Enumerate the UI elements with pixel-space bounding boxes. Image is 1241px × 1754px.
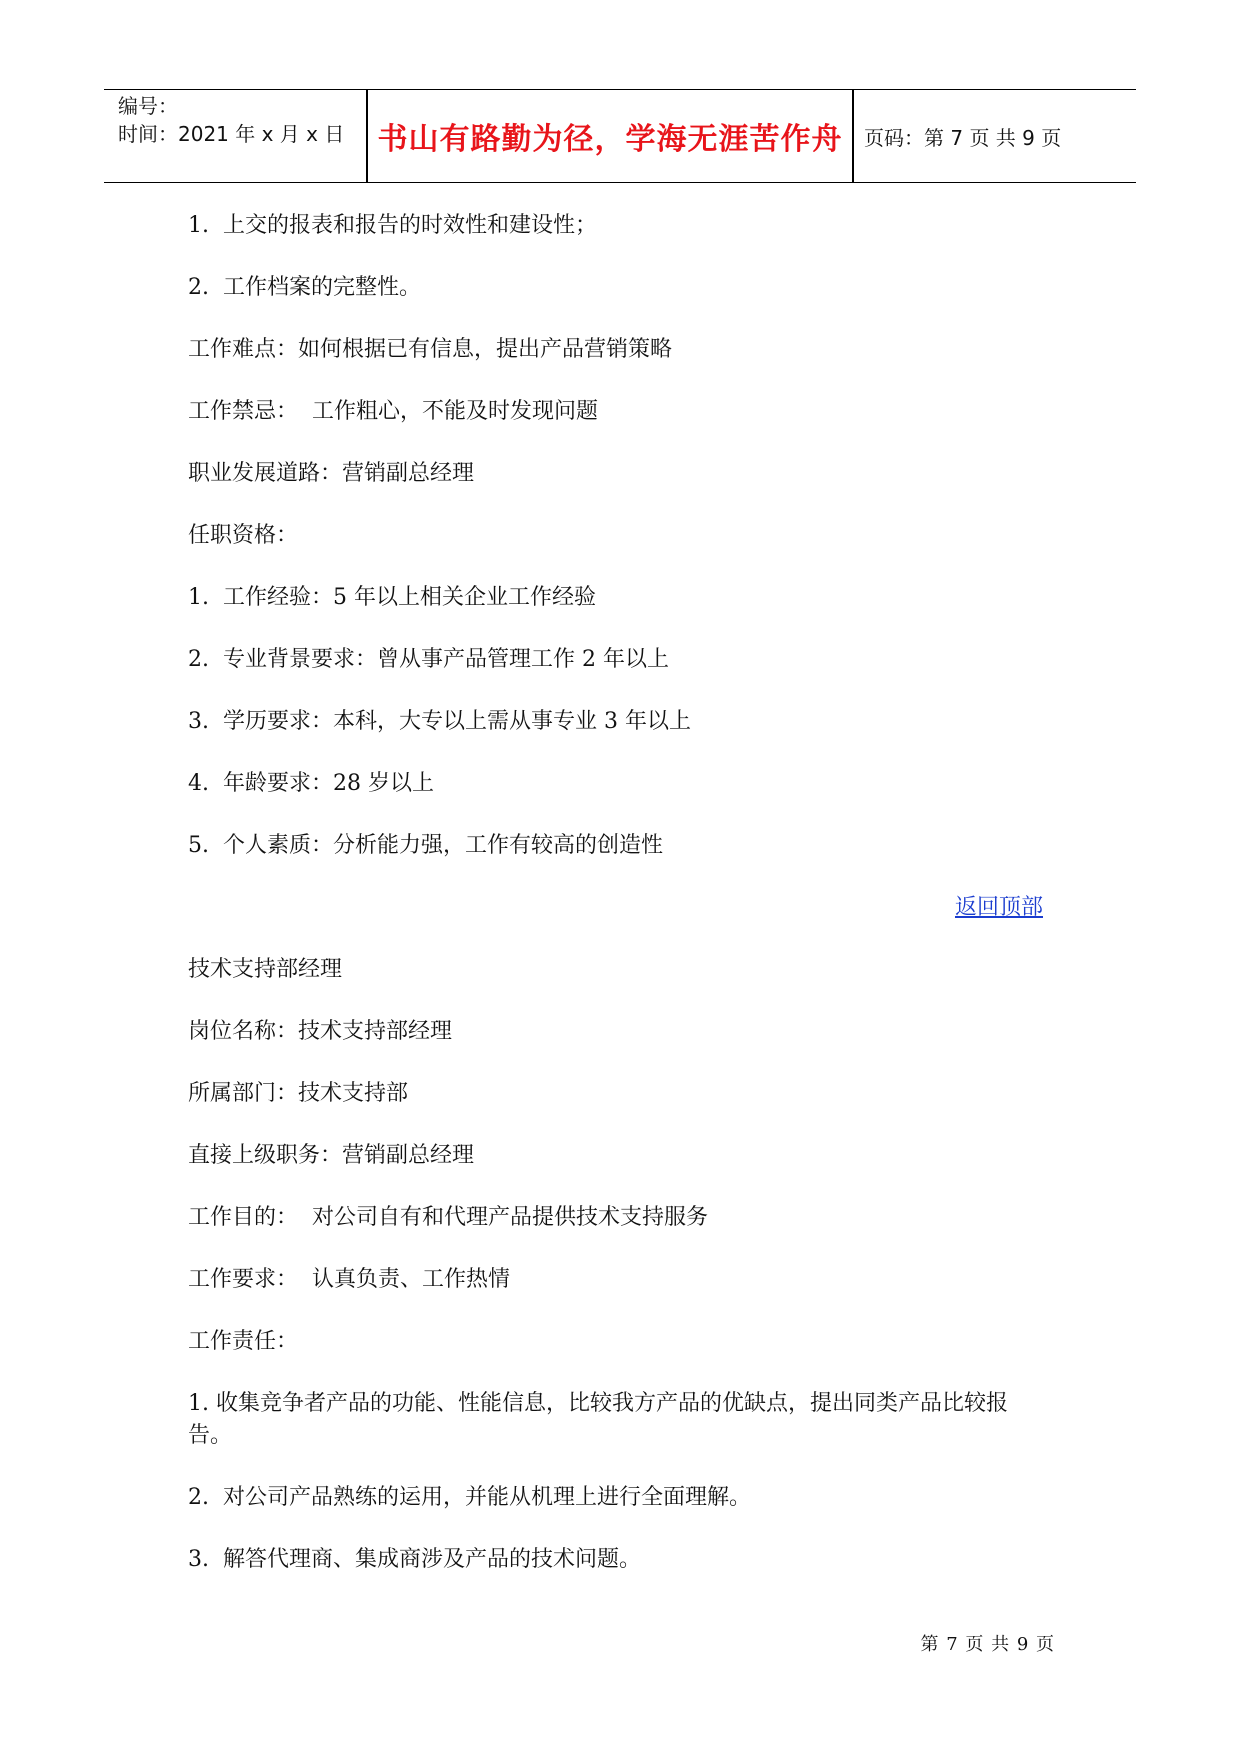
header-motto: 书山有路勤为径，学海无涯苦作舟 (377, 122, 843, 157)
paragraph: 所属部门：技术支持部 (188, 1081, 409, 1106)
header-divider (366, 90, 368, 182)
header-time-label: 时间：2021 年 x 月 x 日 (118, 122, 345, 146)
paragraph: 3. 解答代理商、集成商涉及产品的技术问题。 (188, 1547, 641, 1572)
paragraph: 2. 对公司产品熟练的运用，并能从机理上进行全面理解。 (188, 1485, 751, 1510)
paragraph: 工作要求： 认真负责、工作热情 (188, 1267, 510, 1292)
paragraph: 任职资格： (188, 523, 299, 548)
back-to-top-row (188, 892, 1048, 924)
paragraph: 工作责任： (188, 1329, 299, 1354)
paragraph: 岗位名称：技术支持部经理 (188, 1019, 453, 1044)
paragraph: 工作目的： 对公司自有和代理产品提供技术支持服务 (188, 1205, 708, 1230)
paragraph: 直接上级职务：营销副总经理 (188, 1143, 475, 1168)
paragraph: 1. 工作经验：5 年以上相关企业工作经验 (188, 585, 596, 610)
page-footer: 第 7 页 共 9 页 (920, 1634, 1055, 1655)
header-number-label: 编号： (118, 94, 178, 118)
paragraph: 2. 工作档案的完整性。 (188, 275, 421, 300)
paragraph: 1. 收集竞争者产品的功能、性能信息，比较我方产品的优缺点，提出同类产品比较报告。 (188, 1391, 1008, 1448)
document-body (188, 210, 1048, 1606)
paragraph: 职业发展道路：营销副总经理 (188, 461, 475, 486)
paragraph: 2. 专业背景要求：曾从事产品管理工作 2 年以上 (188, 647, 669, 672)
header-divider (852, 90, 854, 182)
paragraph: 1. 上交的报表和报告的时效性和建设性； (188, 213, 597, 238)
page-header (104, 89, 1136, 183)
header-meta (118, 92, 370, 182)
paragraph: 5. 个人素质：分析能力强，工作有较高的创造性 (188, 833, 663, 858)
section-title: 技术支持部经理 (188, 957, 343, 982)
paragraph: 工作难点：如何根据已有信息，提出产品营销策略 (188, 337, 673, 362)
header-page-number: 页码：第 7 页 共 9 页 (864, 125, 1062, 150)
paragraph: 工作禁忌： 工作粗心，不能及时发现问题 (188, 399, 598, 424)
back-to-top-link[interactable]: 返回顶部 (954, 895, 1043, 920)
paragraph: 4. 年龄要求：28 岁以上 (188, 771, 434, 796)
paragraph: 3. 学历要求：本科，大专以上需从事专业 3 年以上 (188, 709, 691, 734)
